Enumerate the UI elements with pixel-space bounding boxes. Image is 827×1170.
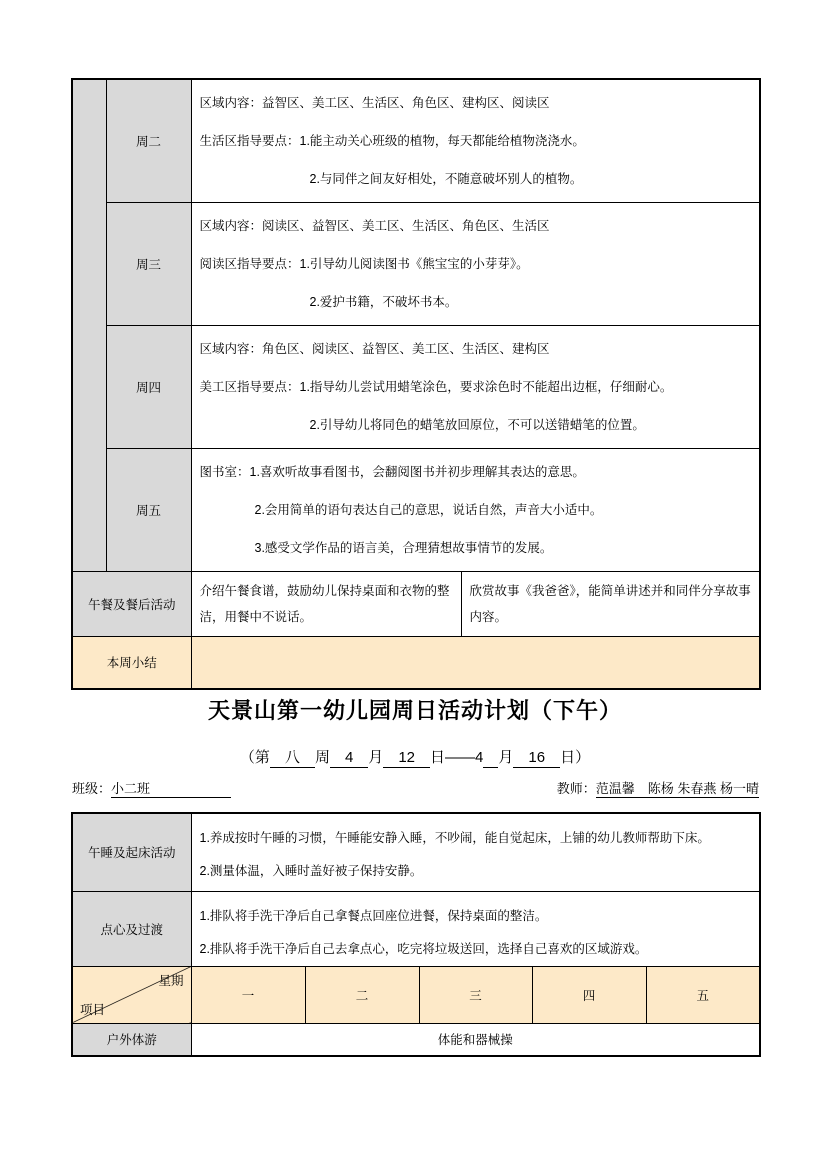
text-line: 1.排队将手洗干净后自己拿餐点回座位进餐，保持桌面的整洁。 — [199, 908, 548, 923]
cell-lunch-right — [461, 572, 760, 637]
teacher-field — [557, 778, 759, 798]
corner-label-weekday: 星期 — [158, 973, 184, 988]
teacher-label: 教师： — [556, 781, 596, 796]
text-line: 阅读区指导要点：1.引导幼儿阅读图书《熊宝宝的小芽芽》。 — [199, 257, 529, 271]
cell-wednesday-content — [191, 203, 760, 326]
row-label-snack: 点心及过渡 — [72, 891, 191, 966]
text-line: 介绍午餐食谱，鼓励幼儿保持桌面和衣物的整洁，用餐中不说话。 — [199, 584, 450, 624]
table-row — [72, 203, 760, 326]
text-line: 区域内容：角色区、阅读区、益智区、美工区、生活区、建构区 — [199, 342, 550, 356]
text-line: 美工区指导要点：1.指导幼儿尝试用蜡笔涂色，要求涂色时不能超出边框，仔细耐心。 — [199, 380, 673, 394]
text-line: 2.爱护书籍，不破坏书本。 — [309, 295, 458, 309]
text-line: 2.测量体温，入睡时盖好被子保持安静。 — [199, 864, 423, 878]
text-line: 图书室：1.喜欢听故事看图书，会翻阅图书并初步理解其表达的意思。 — [199, 465, 585, 479]
title-block — [71, 694, 759, 725]
row-label-week-summary: 本周小结 — [72, 637, 191, 689]
text-line: 生活区指导要点：1.能主动关心班级的植物，每天都能给植物浇浇水。 — [199, 134, 585, 148]
class-label: 班级： — [72, 781, 112, 796]
row-label-wednesday: 周三 — [106, 203, 191, 326]
day-header-tuesday: 二 — [305, 966, 419, 1023]
table-row — [72, 966, 760, 1023]
page-title: 天景山第一幼儿园周日活动计划（下午） — [207, 698, 622, 723]
text-line: 区域内容：益智区、美工区、生活区、角色区、建构区、阅读区 — [199, 96, 550, 110]
row-label-thursday: 周四 — [106, 326, 191, 449]
cell-tuesday-content — [191, 79, 760, 203]
start-day-value: 12 — [383, 746, 430, 768]
day-header-monday: 一 — [191, 966, 305, 1023]
text-line: 2.引导幼儿将同色的蜡笔放回原位，不可以送错蜡笔的位置。 — [309, 418, 645, 432]
table-row — [72, 891, 760, 966]
subtitle-segment: （第 — [239, 749, 270, 766]
end-day-value: 16 — [513, 746, 560, 768]
cell-thursday-content — [191, 326, 760, 449]
table-row — [72, 572, 760, 637]
weekday-project-corner-cell — [72, 966, 191, 1023]
table-row — [72, 326, 760, 449]
day-header-wednesday: 三 — [419, 966, 532, 1023]
text-line: 2.与同伴之间友好相处，不随意破坏别人的植物。 — [309, 172, 583, 186]
row-label-friday: 周五 — [106, 449, 191, 572]
cell-lunch-left — [191, 572, 461, 637]
subtitle-segment: 日——4 — [430, 749, 484, 766]
week-number-value: 八 — [270, 746, 315, 768]
subtitle-segment: 周 — [314, 749, 330, 766]
row-label-tuesday: 周二 — [106, 79, 191, 203]
row-label-lunch: 午餐及餐后活动 — [72, 572, 191, 637]
text-line: 3.感受文学作品的语言美，合理猜想故事情节的发展。 — [254, 541, 553, 555]
subtitle-segment: 月 — [368, 749, 384, 766]
cell-snack-content — [191, 891, 760, 966]
day-header-thursday: 四 — [532, 966, 646, 1023]
table-row — [72, 79, 760, 203]
table-row — [72, 637, 760, 689]
weekly-plan-table-top — [71, 78, 761, 690]
class-field — [72, 778, 231, 798]
class-value: 小二班 — [111, 778, 231, 798]
text-line: 区域内容：阅读区、益智区、美工区、生活区、角色区、生活区 — [199, 219, 550, 233]
teacher-names: 范温馨 陈杨 朱春燕 杨一晴 — [596, 778, 759, 798]
subtitle-segment: 月 — [498, 749, 514, 766]
table-row — [72, 1023, 760, 1056]
text-line: 欣赏故事《我爸爸》，能简单讲述并和同伴分享故事内容。 — [469, 584, 751, 624]
row-label-nap: 午睡及起床活动 — [72, 813, 191, 891]
corner-label-project: 项目 — [80, 1002, 106, 1017]
cell-week-summary-content — [191, 637, 760, 689]
start-month-value: 4 — [330, 746, 368, 768]
cell-nap-content — [191, 813, 760, 891]
subtitle-segment: 日） — [560, 749, 591, 766]
week-date-line — [71, 746, 759, 768]
table-row — [72, 449, 760, 572]
text-line: 2.会用简单的语句表达自己的意思，说话自然，声音大小适中。 — [254, 503, 603, 517]
cell-friday-content — [191, 449, 760, 572]
cell-outdoor-content: 体能和器械操 — [191, 1023, 760, 1056]
left-spacer-cell — [72, 79, 106, 572]
row-label-outdoor-play: 户外体游 — [72, 1023, 191, 1056]
day-header-friday: 五 — [646, 966, 760, 1023]
underline-segment — [483, 746, 498, 768]
table-row — [72, 813, 760, 891]
text-line: 2.排队将手洗干净后自己去拿点心，吃完将垃圾送回，选择自己喜欢的区域游戏。 — [199, 941, 648, 956]
text-line: 1.养成按时午睡的习惯，午睡能安静入睡，不吵闹，能自觉起床，上铺的幼儿教师帮助下床。 — [199, 831, 710, 845]
weekly-plan-table-bottom — [71, 812, 761, 1057]
